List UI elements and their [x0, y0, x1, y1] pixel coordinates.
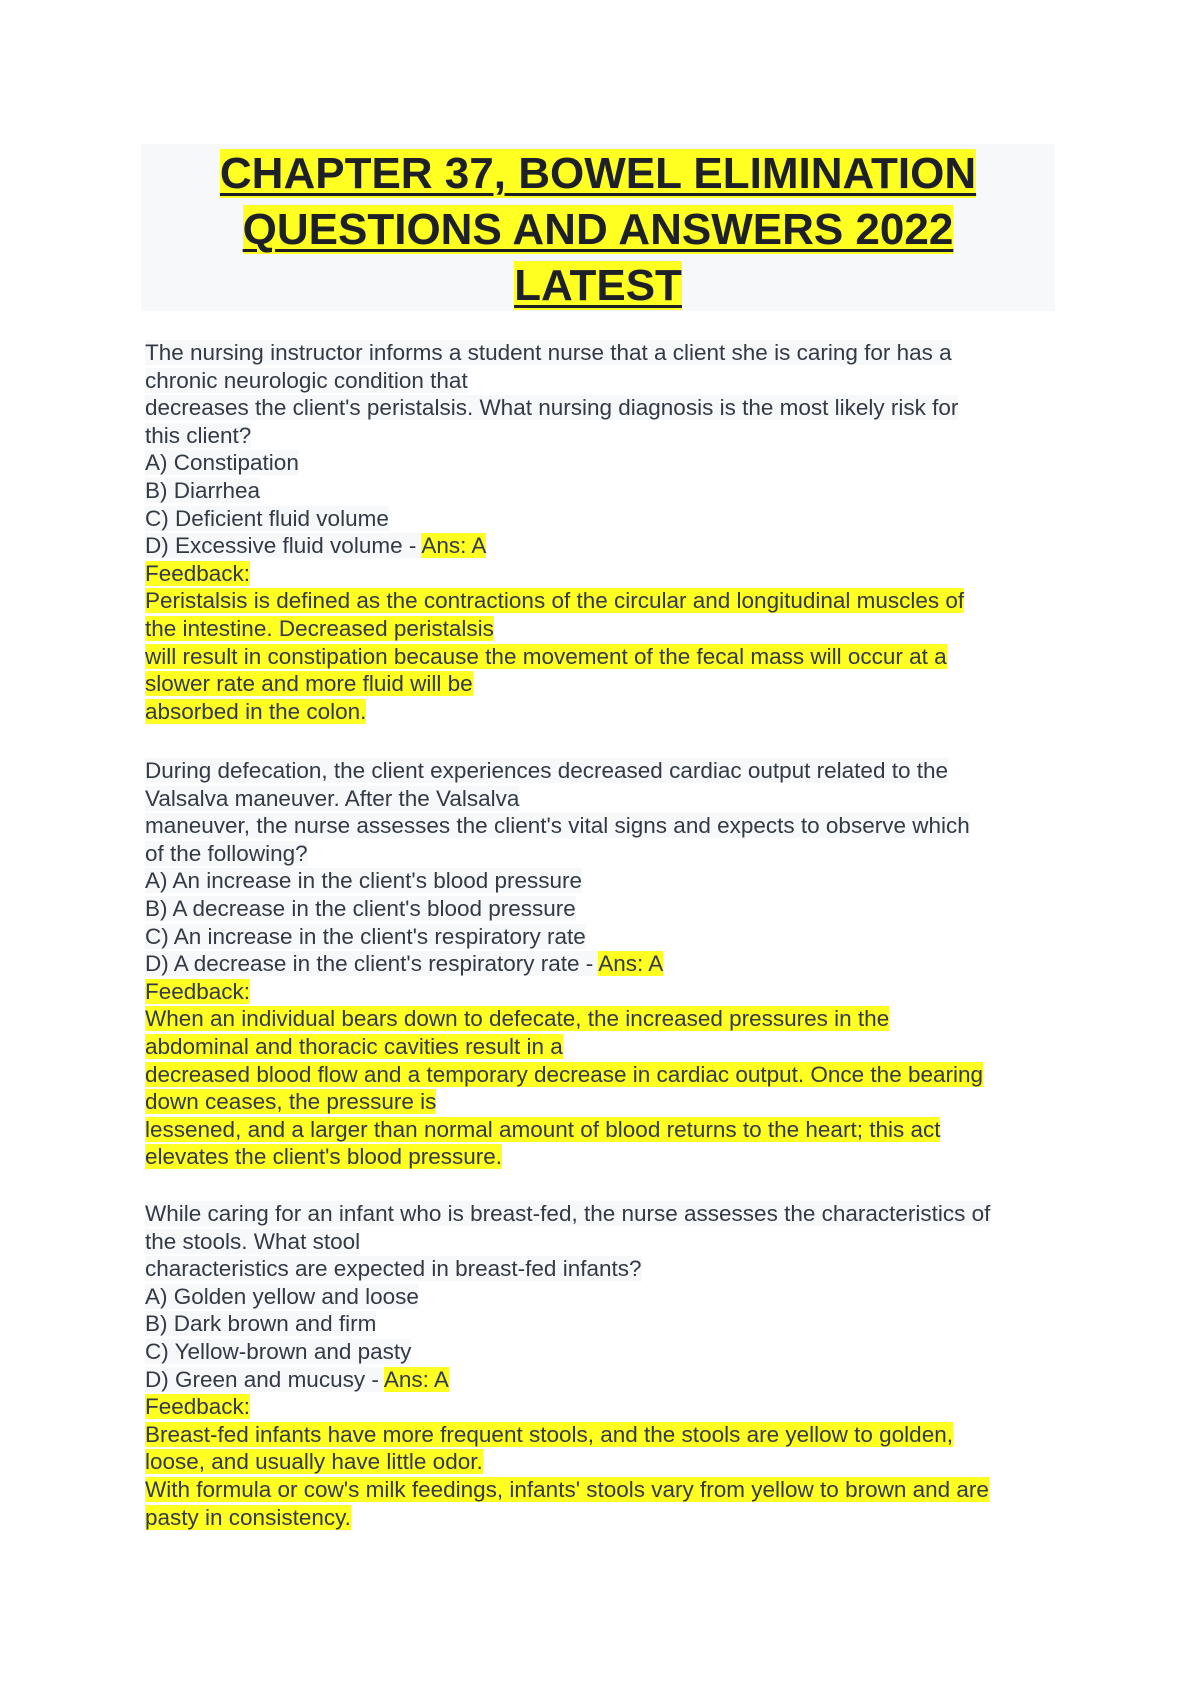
question-2 [145, 757, 1060, 1171]
option-a: A) Golden yellow and loose [145, 1283, 419, 1309]
option-a: A) Constipation [145, 450, 299, 476]
feedback-line: When an individual bears down to defecate, the increased pressures in the [145, 1006, 890, 1032]
title-line: QUESTIONS AND ANSWERS 2022 [242, 205, 954, 254]
question-stem-line: During defecation, the client experiences decreased cardiac output related to the [145, 758, 949, 783]
feedback-line: down ceases, the pressure is [145, 1089, 437, 1115]
title-line: LATEST [514, 261, 682, 310]
feedback-line: will result in constipation because the movement of the fecal mass will occur at a [145, 643, 947, 669]
option-c: C) Yellow-brown and pasty [145, 1338, 412, 1364]
feedback-line: abdominal and thoracic cavities result in a [145, 1033, 563, 1059]
question-stem-line: of the following? [145, 840, 308, 866]
feedback-line: elevates the client's blood pressure. [145, 1144, 503, 1170]
feedback-line: slower rate and more fluid will be [145, 671, 473, 697]
title-line: CHAPTER 37, BOWEL ELIMINATION [219, 149, 977, 198]
question-stem-line: Valsalva maneuver. After the Valsalva [145, 785, 520, 811]
feedback-line: lessened, and a larger than normal amount of blood returns to the heart; this act [145, 1116, 941, 1142]
document-title [141, 144, 1055, 311]
option-c: C) An increase in the client's respiratory rate [145, 923, 586, 949]
option-c: C) Deficient fluid volume [145, 505, 389, 531]
answer-label: Ans: A [421, 533, 487, 559]
answer-label: Ans: A [383, 1366, 449, 1392]
feedback-label: Feedback: [145, 1394, 251, 1420]
answer-label: Ans: A [598, 951, 664, 977]
question-stem-line: chronic neurologic condition that [145, 367, 468, 393]
option-b: B) Dark brown and firm [145, 1311, 377, 1337]
option-d: D) Green and mucusy - Ans: A [145, 1366, 449, 1392]
feedback-line: absorbed in the colon. [145, 698, 367, 724]
option-b: B) Diarrhea [145, 477, 261, 503]
feedback-line: Peristalsis is defined as the contractions of the circular and longitudinal muscles of [145, 588, 965, 614]
feedback-line: loose, and usually have little odor. [145, 1449, 483, 1475]
question-1 [145, 339, 1060, 725]
option-a: A) An increase in the client's blood pressure [145, 868, 583, 894]
question-3 [145, 1200, 1060, 1531]
question-stem-line: characteristics are expected in breast-fed infants? [145, 1256, 642, 1282]
feedback-line: With formula or cow's milk feedings, infants' stools vary from yellow to brown and are [145, 1476, 989, 1502]
question-stem-line: the stools. What stool [145, 1228, 361, 1254]
question-stem-line: maneuver, the nurse assesses the client's vital signs and expects to observe which [145, 813, 970, 839]
option-d: D) Excessive fluid volume - Ans: A [145, 533, 487, 559]
option-b: B) A decrease in the client's blood pressure [145, 895, 576, 921]
feedback-line: pasty in consistency. [145, 1504, 351, 1530]
option-d: D) A decrease in the client's respiratory rate - Ans: A [145, 951, 664, 977]
feedback-label: Feedback: [145, 978, 251, 1004]
feedback-line: the intestine. Decreased peristalsis [145, 615, 494, 641]
feedback-label: Feedback: [145, 560, 251, 586]
question-stem-line: decreases the client's peristalsis. What nursing diagnosis is the most likely risk for [145, 395, 959, 421]
feedback-line: decreased blood flow and a temporary decrease in cardiac output. Once the bearing [145, 1061, 984, 1087]
question-stem-line: this client? [145, 422, 252, 448]
feedback-line: Breast-fed infants have more frequent stools, and the stools are yellow to golden, [145, 1421, 953, 1447]
question-stem-line: The nursing instructor informs a student nurse that a client she is caring for has a [145, 340, 952, 365]
question-stem-line: While caring for an infant who is breast-fed, the nurse assesses the characteristics of [145, 1201, 991, 1226]
